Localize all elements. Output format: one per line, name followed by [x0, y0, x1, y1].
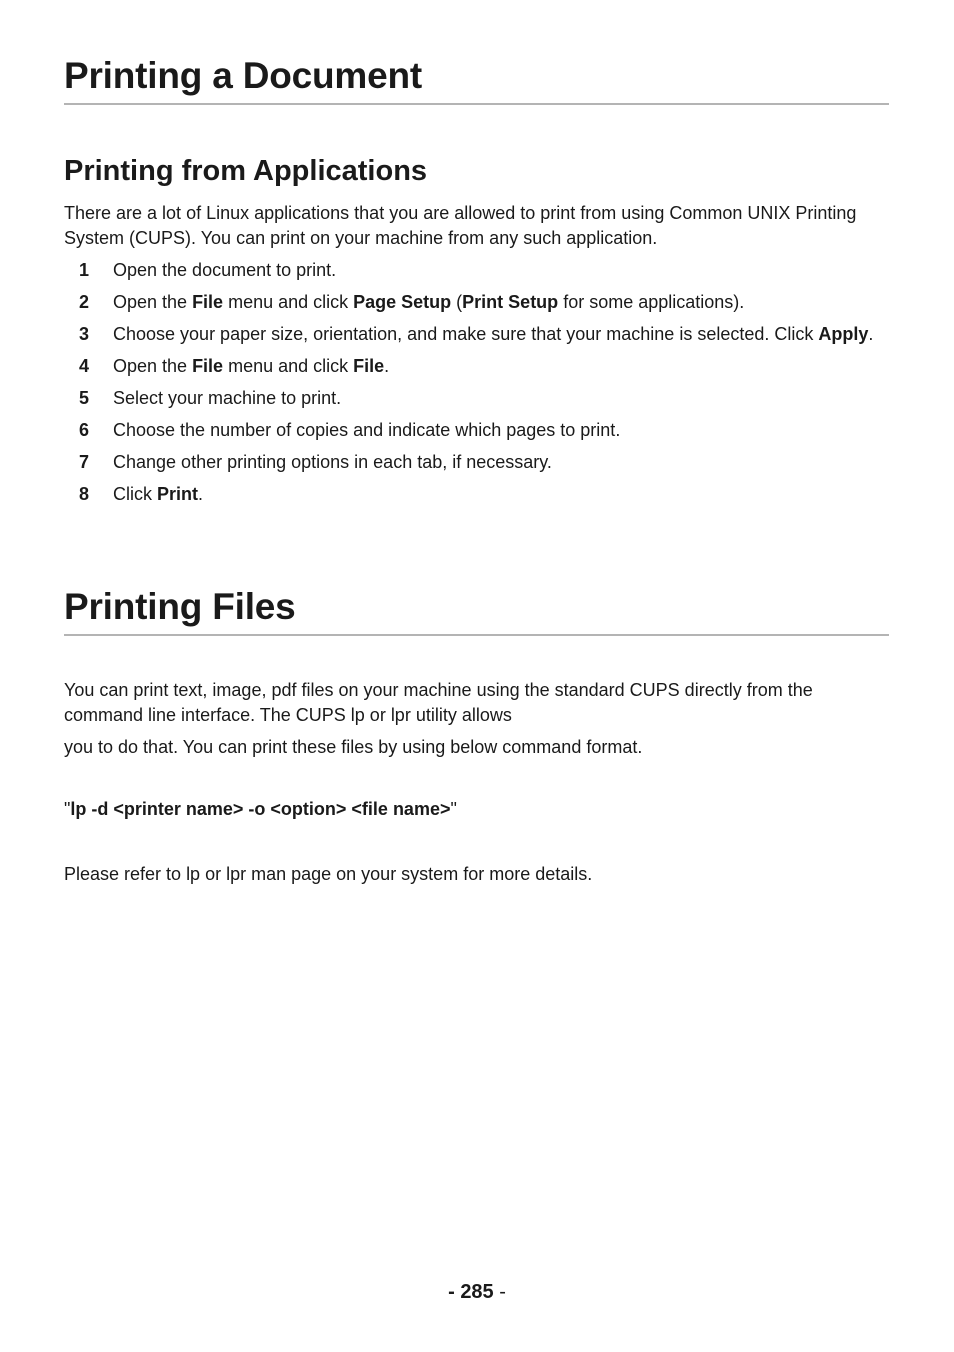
list-item	[64, 386, 894, 411]
steps-list	[64, 258, 894, 514]
list-item	[64, 354, 894, 379]
command-text: lp -d <printer name> -o <option> <file name>	[70, 799, 451, 819]
intro-paragraph: There are a lot of Linux applications that you are allowed to print from using Common UNIX Printing System (CUPS). You can print on your machine from any such application.	[64, 203, 857, 248]
step-number: 4	[79, 356, 90, 376]
list-item	[64, 290, 894, 315]
section-title-printing-a-document: Printing a Document	[64, 55, 422, 96]
list-item	[64, 418, 894, 443]
step-number: 8	[79, 484, 90, 504]
step-number: 1	[79, 260, 90, 280]
list-item	[64, 322, 894, 347]
printing-files-paragraph-continued: you to do that. You can print these files by using below command format.	[64, 737, 643, 757]
step-text: Open the File menu and click Page Setup (Print Setup for some applications).	[113, 292, 745, 312]
step-number: 2	[79, 292, 90, 312]
step-number: 7	[79, 452, 90, 472]
printing-files-paragraph: You can print text, image, pdf files on your machine using the standard CUPS directly from the command line interface. The CUPS lp or lpr utility allows	[64, 680, 813, 725]
step-text: Choose your paper size, orientation, and make sure that your machine is selected. Click Apply.	[113, 324, 874, 344]
step-text: Choose the number of copies and indicate which pages to print.	[113, 420, 621, 440]
more-details-paragraph: Please refer to lp or lpr man page on your system for more details.	[64, 864, 593, 884]
step-text: Click Print.	[113, 484, 204, 504]
list-item	[64, 258, 894, 283]
list-item	[64, 482, 894, 507]
section-title-printing-files: Printing Files	[64, 586, 296, 627]
command-format: "lp -d <printer name> -o <option> <file name>"	[64, 799, 457, 819]
title-underline	[64, 103, 889, 105]
list-item	[64, 450, 894, 475]
step-number: 3	[79, 324, 90, 344]
title-underline	[64, 634, 889, 636]
step-number: 6	[79, 420, 90, 440]
step-text: Open the File menu and click File.	[113, 356, 390, 376]
page-number-footer: - 285 -	[448, 1281, 506, 1303]
page-number: 285	[460, 1281, 494, 1303]
subsection-title-printing-from-applications: Printing from Applications	[64, 155, 428, 187]
step-text: Select your machine to print.	[113, 388, 342, 408]
step-text: Change other printing options in each tab, if necessary.	[113, 452, 552, 472]
step-number: 5	[79, 388, 90, 408]
step-text: Open the document to print.	[113, 260, 337, 280]
